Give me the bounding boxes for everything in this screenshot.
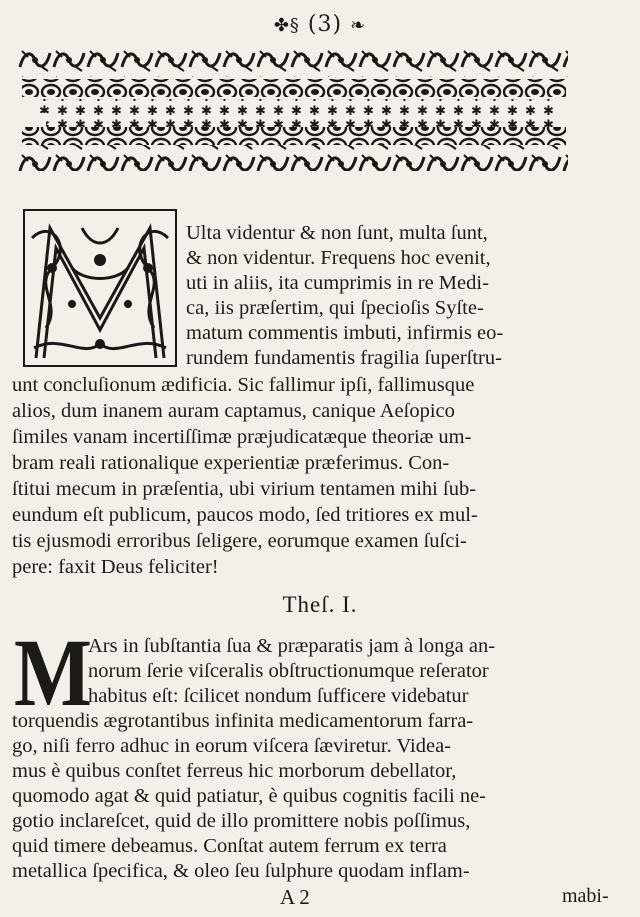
text-line: metallica ſpecifica, & oleo ſeu ſulphure quodam inflam- bbox=[12, 860, 470, 882]
text-line: torquendis ægrotantibus infinita medicamentorum farra- bbox=[12, 710, 474, 732]
text-line: habitus eſt: ſcilicet nondum ſufficere videbatur bbox=[88, 685, 469, 707]
text-line: rundem fundamentis fragilia ſuperſtru- bbox=[186, 347, 502, 369]
text-line: go, niſi ferro adhuc in eorum viſcera ſæviretur. Videa- bbox=[12, 735, 451, 757]
text-line: quid timere debeamus. Conſtat autem ferrum ex terra bbox=[12, 835, 447, 857]
thesis-initial: M bbox=[14, 619, 92, 726]
text-line: Ars in ſubſtantia ſua & præparatis jam à longa an- bbox=[88, 635, 496, 657]
text-line: pere: faxit Deus feliciter! bbox=[12, 556, 219, 578]
thesis-heading: Theſ. I. bbox=[282, 592, 358, 617]
text-line: ſimiles vanam incertiſſimæ præjudicatæque theoriæ um- bbox=[12, 426, 472, 448]
text-line: quomodo agat & quid patiatur, è quibus cognitis facili ne- bbox=[12, 785, 486, 807]
text-line: uti in aliis, ita cumprimis in re Medi- bbox=[186, 272, 489, 294]
signature-mark: A 2 bbox=[280, 885, 310, 909]
text-line: ſtitui mecum in præſentia, ubi virium tentamen mihi ſub- bbox=[12, 478, 477, 500]
text-line: eundum eſt publicum, paucos modo, ſed tritiores ex mul- bbox=[12, 504, 478, 526]
text-line: Ulta videntur & non ſunt, multa ſunt, bbox=[186, 222, 488, 244]
fleuron-right-icon: ❧ bbox=[350, 15, 367, 36]
text-line: gotio inclareſcet, quid de illo promittere nobis poſſimus, bbox=[12, 810, 471, 832]
text-line: unt concluſionum ædificia. Sic fallimur ipſi, fallimusque bbox=[12, 374, 475, 396]
text-line: & non videntur. Frequens hoc evenit, bbox=[186, 247, 491, 269]
catchword: mabi- bbox=[562, 885, 609, 907]
text-line: alios, dum inanem auram captamus, canique Aeſopico bbox=[12, 400, 455, 422]
running-head bbox=[0, 12, 640, 37]
decorated-initial-m-icon bbox=[22, 208, 178, 368]
text-line: mus è quibus conſtet ferreus hic morborum debellator, bbox=[12, 760, 457, 782]
text-line: ca, iis præſertim, qui ſpecioſis Syſte- bbox=[186, 297, 484, 319]
text-line: norum ſerie viſceralis obſtructionumque reſerator bbox=[88, 660, 489, 682]
page-number: (3) bbox=[307, 12, 343, 37]
fleuron-left-icon: ✤§ bbox=[273, 15, 300, 36]
text-line: bram reali rationalique experientiæ præferimus. Con- bbox=[12, 452, 450, 474]
text-line: matum commentis imbuti, infirmis eo- bbox=[186, 322, 504, 344]
ornamental-headband-icon bbox=[18, 47, 568, 171]
text-line: tis ejusmodi erroribus ſeligere, eorumque examen ſuſci- bbox=[12, 530, 467, 552]
